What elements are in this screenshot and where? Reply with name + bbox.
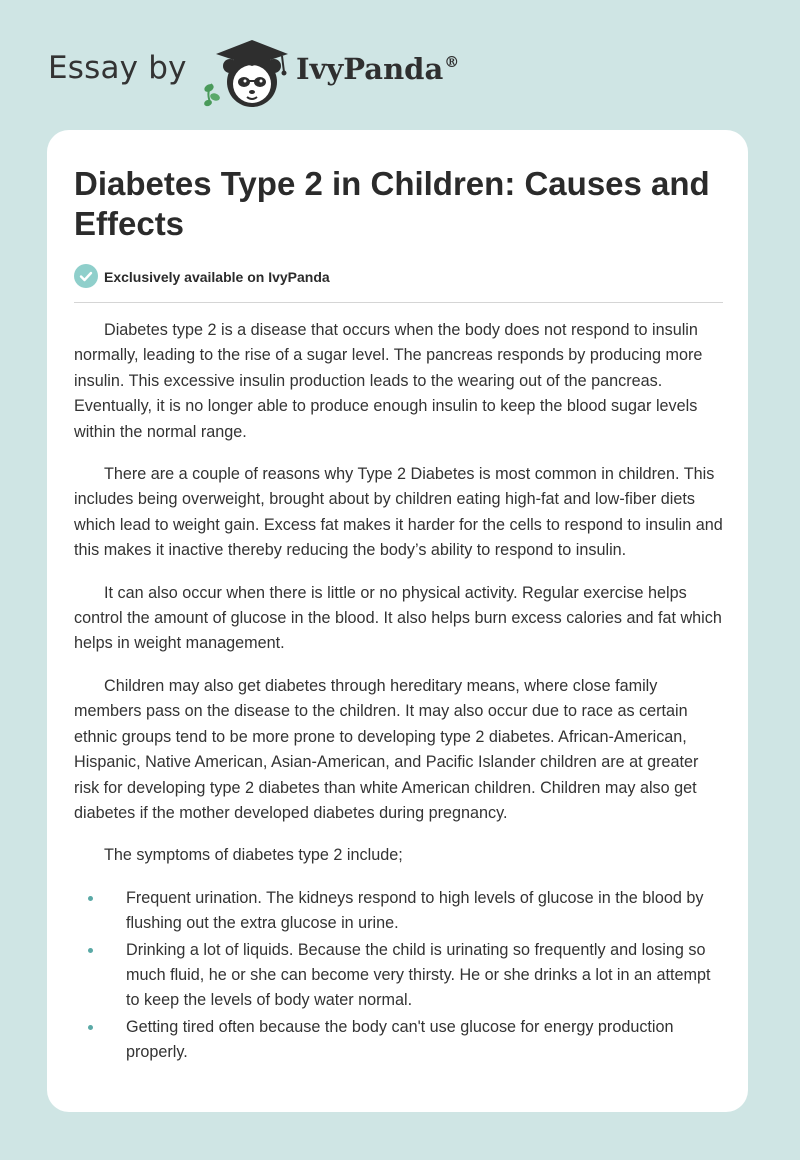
symptoms-list [74,886,724,1066]
essay-card [47,130,748,1112]
bullet-icon [88,1025,93,1030]
brand-name[interactable] [296,52,459,86]
list-item-text: Frequent urination. The kidneys respond to high levels of glucose in the blood by flushing out the extra glucose in urine. [126,888,704,933]
exclusive-badge-text: Exclusively available on IvyPanda [104,269,330,285]
article-body [74,318,724,1067]
panda-graduate-icon[interactable] [202,36,294,110]
paragraph: It can also occur when there is little or no physical activity. Regular exercise helps control the amount of glucose in the blood. It also helps burn excess calories and fat which helps in weight management. [74,583,722,653]
registered-mark: ® [444,53,460,71]
site-header [48,36,548,106]
paragraph: The symptoms of diabetes type 2 include; [104,846,403,865]
paragraph: Children may also get diabetes through hereditary means, where close family members pass on the disease to the children. It may also occur due to race as certain ethnic groups tend to be more prone to developing type 2 diabetes. African-American, Hispanic, Native American, Asian-American, and Pacific Islander children are at greater risk for developing type 2 diabetes than white American children. Children may also get diabetes if the mother developed diabetes during pregnancy. [74,676,699,822]
list-item [74,886,724,937]
bullet-icon [88,948,93,953]
list-item-text: Getting tired often because the body can't use glucose for energy production properly. [126,1017,674,1062]
essay-by-label: Essay by [48,50,187,86]
page-title: Diabetes Type 2 in Children: Causes and Effects [74,165,710,242]
check-circle-icon [74,264,98,288]
paragraph: Diabetes type 2 is a disease that occurs when the body does not respond to insulin normally, leading to the rise of a sugar level. The pancreas responds by producing more insulin. This excessive insulin production leads to the wearing out of the pancreas. Eventually, it is no longer able to produce enough insulin to keep the blood sugar levels within the normal range. [74,321,703,441]
bullet-icon [88,896,93,901]
list-item-text: Drinking a lot of liquids. Because the child is urinating so frequently and losing so much fluid, he or she can become very thirsty. He or she drinks a lot in an attempt to keep the levels of body water normal. [126,940,711,1010]
brand-name-text: IvyPanda [296,52,444,86]
divider [74,302,723,303]
paragraph: There are a couple of reasons why Type 2 Diabetes is most common in children. This includes being overweight, brought about by children eating high-fat and low-fiber diets which lead to weight gain. Excess fat makes it harder for the cells to respond to insulin and this makes it inactive thereby reducing the body’s ability to respond to insulin. [74,465,723,560]
list-item [74,1015,724,1066]
list-item [74,938,724,1014]
